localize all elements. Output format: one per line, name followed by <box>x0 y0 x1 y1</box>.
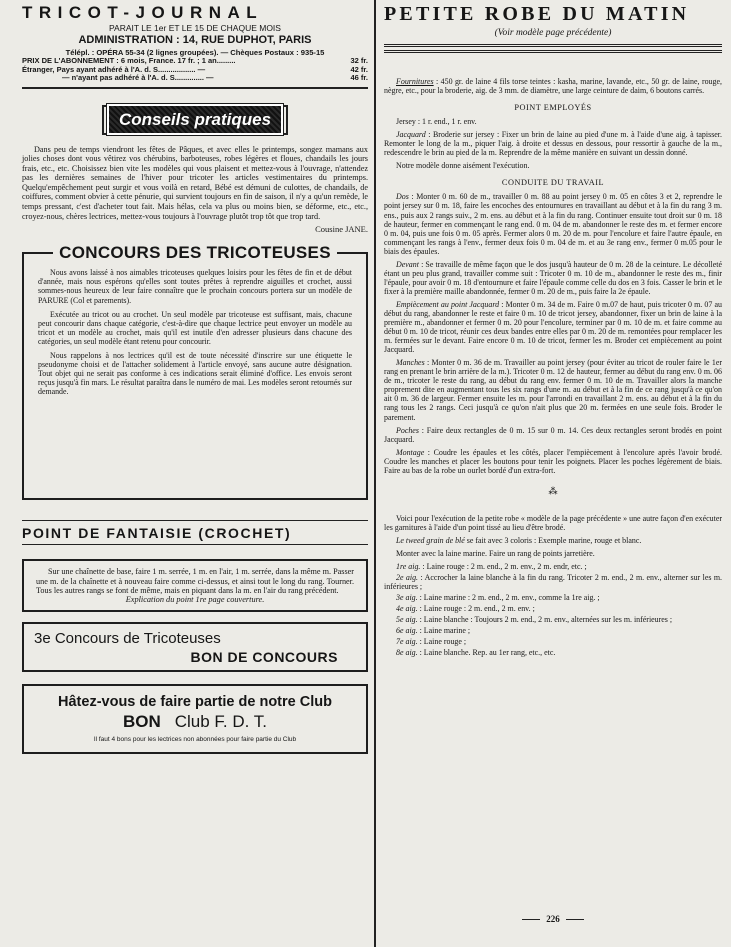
manches-paragraph: Manches : Monter 0 m. 36 de m. Travailler au point jersey (pour éviter au tricot de rouler faire le 1er rang en prenant le brin arrière de la m.). Tricoter 0 m. 12 de hauteur, fermer au début du rang env. 0 m. 06 de m., tricoter le reste du rang, au début du rang env. fermer 0 m. 10 de m. Travailler alors la manche proprement dite en augmentant tous les six rangs d'une m. au début et à la fin de ce rang jusqu'à ce qu'on ait 0 m. 36 de largeur. Fermer ensuite les m. pour l'arrondi en travaillant 2 m. ens. au début et à la fin du rang tous les 2 rangs. Ceci jusqu'à ce qu'on n'ait plus que 20 m. fermées en une seule fois. Broder le parement. <box>384 358 722 422</box>
jacquard-paragraph: Jacquard : Broderie sur jersey : Fixer un brin de laine au pied d'une m. à l'aide d'une aig. à tapisser. Remonter le long de la m., piquer l'aig. à droite et dessus en dessous, pour ressortir à gauche de la m., redescendre le brin au pied de la m. Reprendre de la même manière en suivant un dessin donné. <box>384 130 722 158</box>
aiguille-item: 8e aig. : Laine blanche. Rep. au 1er rang, etc., etc. <box>396 648 556 658</box>
masthead-telephone: Télépl. : OPÉRA 55-34 (2 lignes groupées). — Chèques Postaux : 935-15 <box>65 48 325 57</box>
conduite-heading: CONDUITE DU TRAVAIL <box>501 178 605 188</box>
bon-concours-heading: 3e Concours de Tricoteuses <box>34 630 221 648</box>
aiguille-item: 2e aig. : Accrocher la laine blanche à la fin du rang. Tricoter 2 m. end., 2 m. env., alterner sur les m. inférieures ; <box>384 573 722 592</box>
right-column <box>384 0 722 659</box>
price-table <box>22 57 368 83</box>
price-row: — n'ayant pas adhéré à l'A. d. S.............. — 46 fr. <box>62 73 368 82</box>
page-number: 226 <box>384 914 722 924</box>
conseils-badge <box>22 105 368 135</box>
column-divider <box>374 0 376 947</box>
aiguille-item: 5e aig. : Laine blanche : Toujours 2 m. end., 2 m. env., alternées sur les m. inférieures ; <box>396 615 673 625</box>
empiecement-paragraph: Empiècement au point Jacquard : Monter 0 m. 34 de m. Faire 0 m.07 de haut, puis tricoter 0 m. 07 au début du rang, abandonner le reste et faire 0 m. 10 de tricot jersey, abandonner, fixer un brin de laine à la première m., abandonner et fermer 0 m. 20 pour l'encolure, terminer par 0 m. 10 de m. et faire comme au début 0 m. 10 de tricot, réunir ces deux bandes entre elles par 0 m. 20 de m. remontées pour remplacer les m. fermées sur le devant. Faire encore 0 m. 10 de tricot, fermer les m. Broder cet empiècement au point Jacquard. <box>384 299 722 355</box>
concours-paragraph: Nous rappelons à nos lectrices qu'il est de toute nécessité d'inscrire sur une étiquette le pseudonyme choisi et de l'attacher solidement à l'article envoyé, sans aucune autre désignation. Tout objet qui ne serait pas conforme à ces indications serait éliminé d'office. Les envois seront reçus jusqu'à fin mars. Le résultat paraîtra dans le numéro de mai. Les modèles seront retournés sur demande. <box>38 351 352 397</box>
concours-box <box>22 243 368 500</box>
article-body <box>384 77 722 657</box>
fournitures-paragraph: Fournitures : 450 gr. de laine 4 fils torse teintes : kasha, marine, lavande, etc., 50 gr. de laine, rouge, nègre, etc., pour la broderie, aig. de 3 mm. de diamètre, une large ceinture de daim, 6 boutons carrés. <box>384 77 722 96</box>
aiguilles-list <box>384 562 722 657</box>
tweed-paragraph: Le tweed grain de blé se fait avec 3 coloris : Exemple marine, rouge et blanc. <box>396 535 642 545</box>
bon-concours-label: BON DE CONCOURS <box>190 649 338 666</box>
points-heading: POINT EMPLOYÉS <box>514 103 592 113</box>
left-column <box>22 0 368 754</box>
price-row: Étranger, Pays ayant adhéré à l'A. d. S.................. — 42 fr. <box>22 64 368 74</box>
execution-paragraph: Notre modèle donne aisément l'exécution. <box>396 161 530 171</box>
concours-title: CONCOURS DES TRICOTEUSES <box>53 243 337 262</box>
voici-paragraph: Voici pour l'exécution de la petite robe « modèle de la page précédente » une autre façon d'en exécuter les garnitures à l'aide d'un point tissé au lieu d'être brodé. <box>384 513 722 532</box>
club-name: Club F. D. T. <box>174 712 268 732</box>
concours-paragraph: Nous avons laissé à nos aimables tricoteuses quelques loisirs pour les fêtes de fin et de début d'année, mais nous espérons qu'elles sont toutes prêtes à reprendre aiguilles et crochet, aussi sommes-nous heureux de leur faire connaître que le prochain concours portera sur un modèle de PARURE (Col et parements). <box>38 268 352 305</box>
conseils-signature: Cousine JANE. <box>315 224 368 235</box>
aiguille-item: 3e aig. : Laine marine : 2 m. end., 2 m. env., comme la 1re aig. ; <box>396 593 600 603</box>
club-heading: Hâtez-vous de faire partie de notre Club <box>58 694 332 711</box>
masthead-rule <box>22 87 368 89</box>
dos-paragraph: Dos : Monter 0 m. 60 de m., travailler 0 m. 88 au point jersey 0 m. 05 en côtes 3 et 2, reprendre le point jersey sur 0 m. 18, faire les encoches des entournures en travaillant au début et à la fin du rang 3 m. ens., puis aux 2 rangs suiv., 2 m. ens. au début et à la fin du rang. Continuer ensuite tout droit sur 0 m. 18 de hauteur, fermer en commençant le rang end. 0 m. 04 de m. abandonner le reste des m. et fermer encore 0 m. 04, puis une fois 0 m. 05 après. Fermer alors 0 m. 20 de m. pour l'encolure et faire l'autre épaule, en commençant les rangs à l'env., fermer deux fois 0 m. 04 de m. et au 3e rang env., fermer 0 m.05 pour le biais des épaules. <box>384 192 722 256</box>
conseils-text: Dans peu de temps viendront les fêtes de Pâques, et avec elles le printemps, songez mamans aux jolies choses dont vous vêtirez vos chérubins, barboteuses, robes légères et floues, chandails les jours frais, etc., etc. Choisissez bien vite les modèles qui vous plaisent et mettez-vous à l'ouvrage, n'attendez pas les dernières semaines de l'hiver pour tricoter les articles vestimentaires du printemps. Quelqu'empêchement peut surgir et vous voilà en retard, Bébé est démuni de culottes, de chandails, de coiffures, comment obvier à cette pénurie, qui survient toujours en fin de saison, il n'y a qu'un remède, le temps pressant, c'est d'acheter tout fait. Mais hélas, cela va plus ou moins bien, se déforme, etc., etc., croyez-nous, chères lectrices, mettez-vous toujours à l'ouvrage plutôt trop tôt que trop tard. <box>22 144 368 221</box>
masthead-administration: ADMINISTRATION : 14, RUE DUPHOT, PARIS <box>78 34 312 46</box>
article-rule <box>384 44 722 47</box>
aiguille-item: 1re aig. : Laine rouge : 2 m. end., 2 m. env., 2 m. endr, etc. ; <box>396 562 587 572</box>
masthead-title: TRICOT-JOURNAL <box>22 3 264 22</box>
montage-paragraph: Montage : Coudre les épaules et les côtés, placer l'empiècement à l'encolure après l'avoir brodé. Coudre les manches et placer les boutons pour tenir les poignets. Placer les poches légèrement de biais. Faire au bas de la robe un ourlet bordé d'un extra-fort. <box>384 447 722 475</box>
club-coupon[interactable] <box>22 684 368 754</box>
aiguille-item: 4e aig. : Laine rouge : 2 m. end., 2 m. env. ; <box>396 604 535 614</box>
club-note: Il faut 4 bons pour les lectrices non abonnées pour faire partie du Club <box>93 736 297 744</box>
point-fantaisie-title: POINT DE FANTAISIE (CROCHET) <box>22 520 368 545</box>
article-title: PETITE ROBE DU MATIN <box>384 3 690 25</box>
point-fantaisie-explication: Explication du point 1re page couverture. <box>125 595 265 605</box>
price-row: PRIX DE L'ABONNEMENT : 6 mois, France. 17 fr. ; 1 an......... 32 fr. <box>22 56 368 65</box>
poches-paragraph: Poches : Faire deux rectangles de 0 m. 15 sur 0 m. 14. Ces deux rectangles seront brodés en point Jacquard. <box>384 425 722 444</box>
conseils-badge-label: Conseils pratiques <box>107 104 283 135</box>
point-fantaisie-text: Sur une chaînette de base, faire 1 m. serrée, 1 m. en l'air, 1 m. serrée, dans la même m. Passer une m. de la chaînette et à nouveau faire comme ci-dessus, et ainsi tout le long du rang. Tourner. Tous les autres rangs se font de même, mais en piquant dans la m. en l'air du rang précédent. <box>36 567 354 596</box>
aiguille-item: 7e aig. : Laine rouge ; <box>396 637 467 647</box>
club-bon-label: BON <box>122 712 161 732</box>
jersey-paragraph: Jersey : 1 r. end., 1 r. env. <box>396 117 477 127</box>
aiguille-item: 6e aig. : Laine marine ; <box>396 626 471 636</box>
concours-paragraph: Exécutée au tricot ou au crochet. Un seul modèle par tricoteuse est suffisant, mais, chacune peut concourir dans chaque catégorie, c'est-à-dire que chaque lectrice peut envoyer un modèle au tricot et un modèle au crochet, mais qu'il est inutile d'en adresser plusieurs dans chacune des catégories, un seul modèle étant retenu pour concourir. <box>38 309 352 346</box>
bon-concours-coupon[interactable] <box>22 622 368 672</box>
point-fantaisie-box <box>22 559 368 612</box>
article-subtitle: (Voir modèle page précédente) <box>494 28 612 38</box>
article-rule <box>384 50 722 53</box>
masthead-parution: PARAIT LE 1er ET LE 15 DE CHAQUE MOIS <box>109 23 281 33</box>
monter-paragraph: Monter avec la laine marine. Faire un rang de points jarretière. <box>396 548 595 558</box>
section-separator: ⁂ <box>548 485 558 496</box>
devant-paragraph: Devant : Se travaille de même façon que le dos jusqu'à hauteur de 0 m. 28 de la ceinture. Le décolleté étant un peu plus grand, travailler comme suit : Tricoter 0 m. 10 de m., abandonner le reste des m., finir l'épaule, pour avoir 0 m. 18 d'entournure et faire l'épaule comme celle du dos en 3 fois. Casser le brin et le fixer à la première maille abandonnée, fermer 0 m. 20 de m., puis faire la 2e épaule. <box>384 259 722 296</box>
